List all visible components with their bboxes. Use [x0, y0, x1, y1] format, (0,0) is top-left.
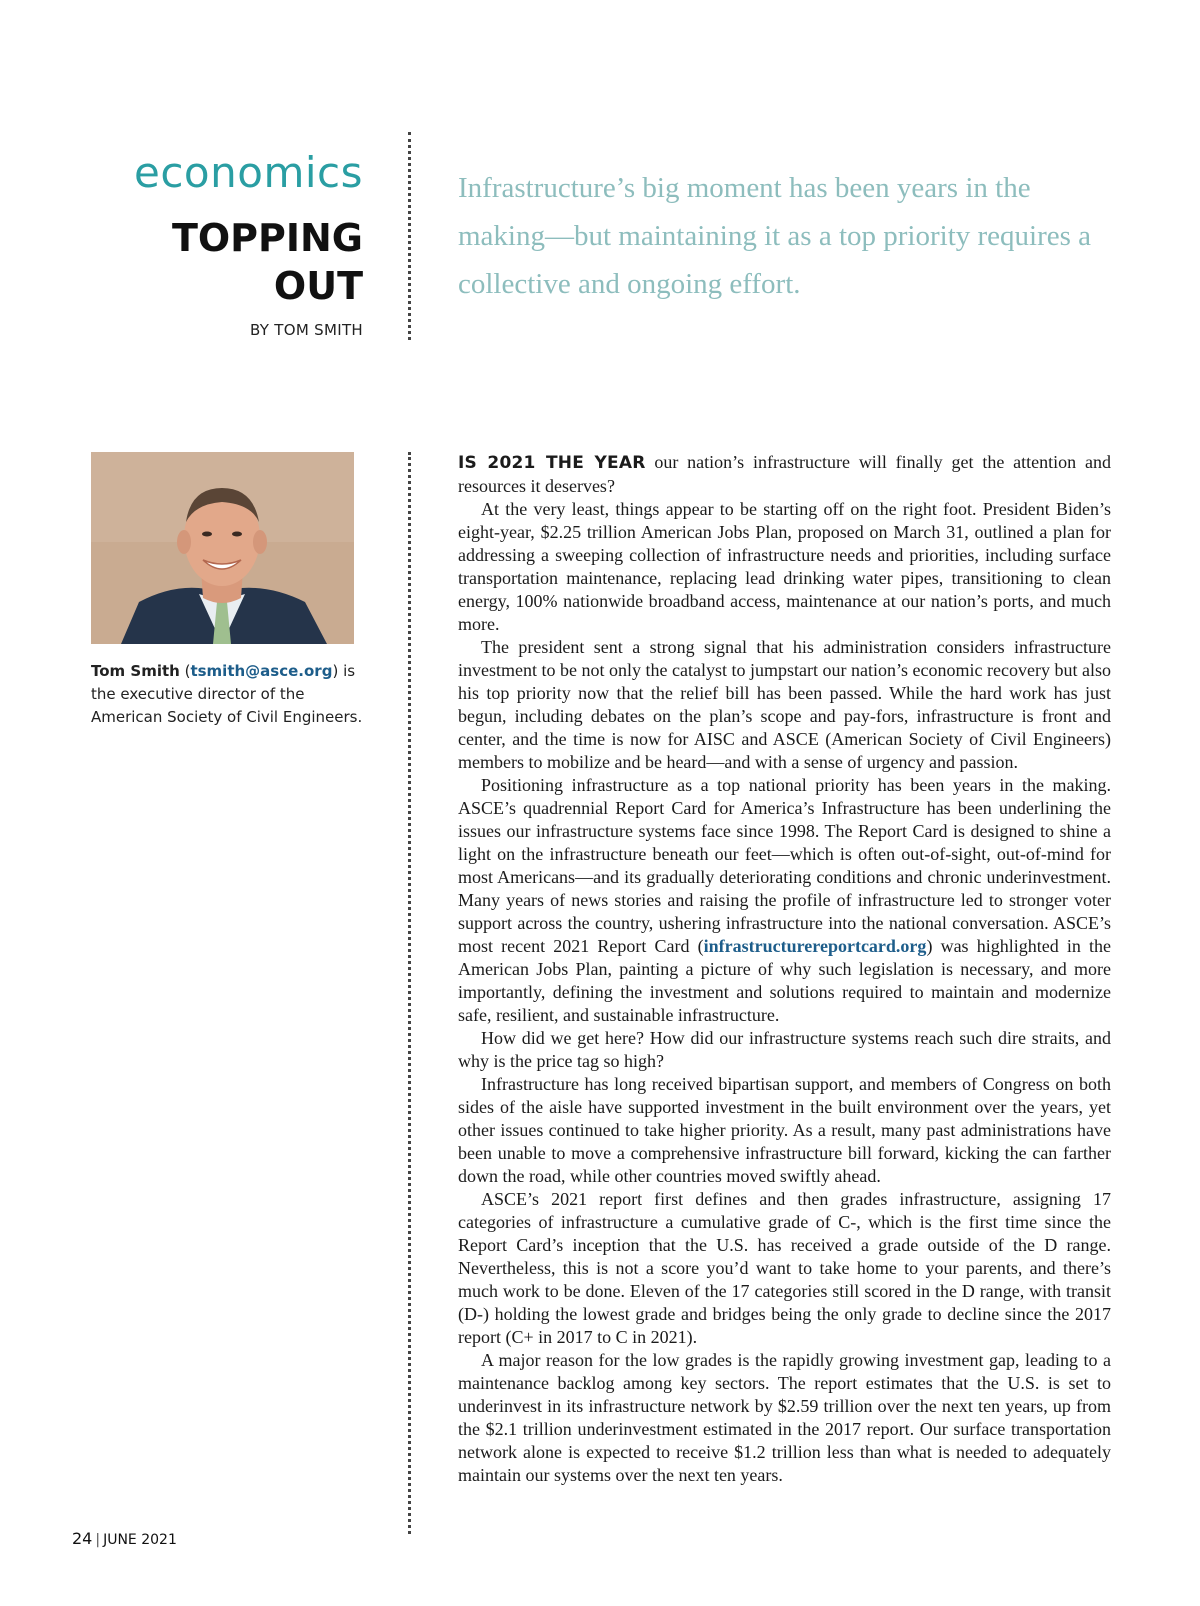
paren-open: ( — [179, 662, 191, 680]
author-email-link[interactable]: tsmith@asce.org — [190, 662, 333, 680]
paragraph-3: The president sent a strong signal that his administration considers infrastructure investment to be not only the catalyst to jumpstart our nation’s economic recovery but also his top priority now that the relief bill has been passed. While the hard work has just begun, including debates on the plan’s scope and pay-fors, infrastructure is front and center, and the time is now for AISC and ASCE (American Society of Civil Engineers) members to mobilize and be heard—and with a sense of urgency and passion. — [458, 637, 1111, 772]
issue-date: JUNE 2021 — [103, 1532, 177, 1548]
paragraph-6: Infrastructure has long received bipartisan support, and members of Congress on both sides of the aisle have supported investment in the built environment over the years, yet other issues continued to take higher priority. As a result, many past administrations have been unable to move a comprehensive infrastructure bill forward, kicking the can farther down the road, while other countries moved swiftly ahead. — [458, 1074, 1111, 1186]
dotted-divider-top — [408, 132, 411, 340]
page-number: 24 — [72, 1529, 93, 1548]
headline-line-1: TOPPING — [171, 216, 363, 260]
paragraph-1 — [458, 451, 1111, 498]
article-headline — [172, 214, 363, 310]
author-portrait-illustration — [91, 452, 354, 644]
author-bio-text: is the executive director of the American Society of Civil Engineers. — [91, 662, 363, 726]
paragraph-2: At the very least, things appear to be starting off on the right foot. President Biden’s eight-year, $2.25 trillion American Jobs Plan, proposed on March 31, outlined a plan for addressing a sweeping collection of infrastructure needs and priorities, including surface transportation maintenance, replacing lead drinking water pipes, transitioning to clean energy, 100% nationwide broadband access, maintenance at our nation’s ports, and much more. — [458, 499, 1111, 634]
author-photo — [91, 452, 354, 644]
author-name: Tom Smith — [91, 662, 180, 680]
paragraph-8: A major reason for the low grades is the rapidly growing investment gap, leading to a maintenance backlog among key sectors. The report estimates that the U.S. is set to underinvest in its infrastructure network by $2.59 trillion over the next ten years, up from the $2.1 trillion underinvestment estimated in the 2017 report. Our surface transportation network alone is expected to receive $1.2 trillion less than what is needed to adequately maintain our systems over the next ten years. — [458, 1350, 1111, 1485]
report-card-link[interactable]: infrastructurereportcard.org — [703, 936, 927, 956]
page-folio — [72, 1529, 177, 1548]
paren-close: ) — [332, 662, 339, 680]
paragraph-4 — [458, 774, 1111, 1027]
section-label: economics — [134, 148, 363, 197]
paragraph-1-text: our nation’s infrastructure will finally get the attention and resources it deserves? — [458, 452, 1111, 496]
headline-line-2: OUT — [273, 264, 363, 308]
paragraph-5: How did we get here? How did our infrastructure systems reach such dire straits, and why is the price tag so high? — [458, 1028, 1111, 1071]
paragraph-4-text-a: Positioning infrastructure as a top national priority has been years in the making. ASCE’s quadrennial Report Card for America’s Infrastructure has been underlining the issues our infrastructure systems face since 1998. The Report Card is designed to shine a light on the infrastructure beneath our feet—which is often out-of-sight, out-of-mind for most Americans—and its gradually deteriorating conditions and chronic underinvestment. Many years of news stories and raising the profile of infrastructure led to stronger voter support across the country, ushering infrastructure into the national conversation. ASCE’s most recent 2021 Report Card ( — [458, 775, 1111, 956]
folio-separator: | — [95, 1532, 101, 1548]
article-deck: Infrastructure’s big moment has been years in the making—but maintaining it as a top priority requires a collective and ongoing effort. — [458, 172, 1092, 300]
article-body — [458, 451, 1111, 1487]
article-lead-in: IS 2021 THE YEAR — [458, 453, 646, 473]
byline: BY TOM SMITH — [249, 321, 363, 339]
author-bio-caption — [91, 660, 366, 729]
paragraph-7: ASCE’s 2021 report first defines and then grades infrastructure, assigning 17 categories of infrastructure a cumulative grade of C-, which is the first time since the Report Card’s inception that the U.S. has received a grade outside of the D range. Nevertheless, this is not a score you’d want to take home to your parents, and there’s much work to be done. Eleven of the 17 categories still scored in the D range, with transit (D-) holding the lowest grade and bridges being the only grade to decline since the 2017 report (C+ in 2017 to C in 2021). — [458, 1189, 1111, 1347]
paragraph-4-text-b: ) was highlighted in the American Jobs Plan, painting a picture of why such legislation is necessary, and more importantly, defining the investment and solutions required to maintain and modernize safe, resilient, and sustainable infrastructure. — [458, 936, 1111, 1025]
dotted-divider-body — [408, 452, 411, 1534]
